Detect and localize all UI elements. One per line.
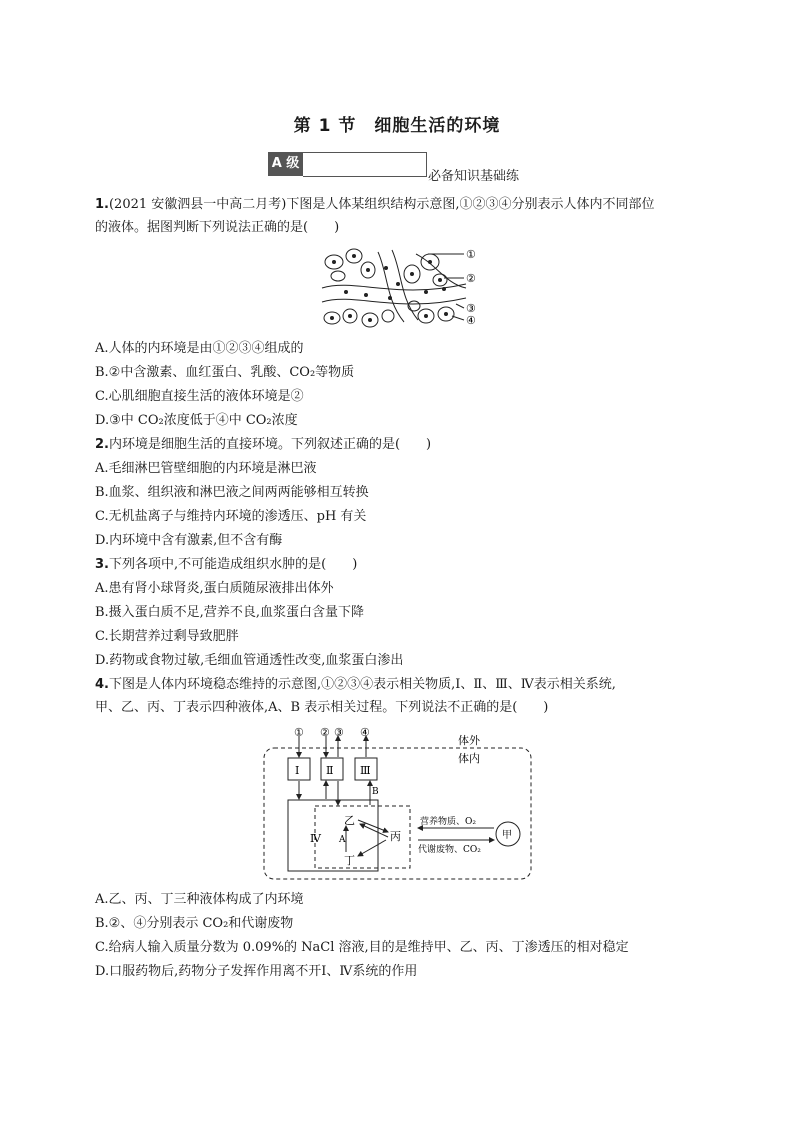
q4-input-3: ③ — [334, 726, 344, 739]
q4-input-1: ① — [294, 726, 304, 739]
q1-tissue-figure — [316, 244, 486, 330]
q2-number: 2. — [95, 437, 109, 452]
q3-option-a: A.患有肾小球肾炎,蛋白质随尿液排出体外 — [95, 581, 334, 596]
q4-option-a: A.乙、丙、丁三种液体构成了内环境 — [95, 892, 304, 907]
q1-label-2: ② — [466, 272, 476, 285]
q4-input-4: ④ — [360, 726, 370, 739]
q3-number: 3. — [95, 557, 109, 572]
q4-process-a: A — [339, 835, 346, 845]
q4-system-2: Ⅱ — [326, 764, 334, 777]
q4-fluid-bing: 丙 — [390, 830, 401, 843]
q3-option-c: C.长期营养过剩导致肥胖 — [95, 629, 239, 644]
q4-homeostasis-diagram — [260, 724, 535, 884]
q4-arrow-bottom-label: 代谢废物、CO₂ — [418, 845, 481, 855]
q2-option-c: C.无机盐离子与维持内环境的渗透压、pH 有关 — [95, 509, 367, 524]
level-badge: A 级 — [268, 152, 303, 176]
q1-option-a: A.人体的内环境是由①②③④组成的 — [95, 341, 304, 356]
q4-fluid-yi: 乙 — [344, 814, 355, 827]
q2-stem: 2.内环境是细胞生活的直接环境。下列叙述正确的是( ) — [95, 437, 432, 452]
q4-fluid-ding: 丁 — [344, 854, 355, 867]
q4-system-1: Ⅰ — [295, 764, 300, 777]
q4-inside-label: 体内 — [458, 752, 480, 765]
q3-option-d: D.药物或食物过敏,毛细血管通透性改变,血浆蛋白渗出 — [95, 653, 404, 668]
q1-option-b: B.②中含激素、血红蛋白、乳酸、CO₂等物质 — [95, 365, 355, 380]
q2-option-b: B.血浆、组织液和淋巴液之间两两能够相互转换 — [95, 485, 369, 500]
q4-system-3: Ⅲ — [360, 764, 371, 777]
q4-option-c: C.给病人输入质量分数为 0.09%的 NaCl 溶液,目的是维持甲、乙、丙、丁渗透压的相对稳定 — [95, 940, 629, 955]
q2-option-a: A.毛细淋巴管壁细胞的内环境是淋巴液 — [95, 461, 317, 476]
q1-number: 1. — [95, 197, 109, 212]
q4-input-2: ② — [320, 726, 330, 739]
q1-label-4: ④ — [466, 314, 476, 327]
q3-option-b: B.摄入蛋白质不足,营养不良,血浆蛋白含量下降 — [95, 605, 364, 620]
q1-stem-line2: 的液体。据图判断下列说法正确的是( ) — [95, 220, 340, 235]
q4-option-b: B.②、④分别表示 CO₂和代谢废物 — [95, 916, 294, 931]
q4-arrow-top-label: 营养物质、O₂ — [420, 817, 476, 827]
level-box — [303, 152, 427, 177]
q4-fluid-jia: 甲 — [502, 830, 512, 841]
q4-option-d: D.口服药物后,药物分子发挥作用离不开Ⅰ、Ⅳ系统的作用 — [95, 964, 418, 979]
page-title: 第 1 节 细胞生活的环境 — [293, 116, 501, 136]
q1-option-d: D.③中 CO₂浓度低于④中 CO₂浓度 — [95, 413, 298, 428]
q4-stem-line1: 4.下图是人体内环境稳态维持的示意图,①②③④表示相关物质,Ⅰ、Ⅱ、Ⅲ、Ⅳ表示相关系统, — [95, 677, 616, 692]
q1-option-c: C.心肌细胞直接生活的液体环境是② — [95, 389, 304, 404]
q1-stem-line1: 1.(2021 安徽泗县一中高二月考)下图是人体某组织结构示意图,①②③④分别表示人体内不同部位 — [95, 197, 655, 212]
q4-outside-label: 体外 — [458, 734, 480, 747]
q4-process-b: B — [372, 787, 379, 797]
q2-option-d: D.内环境中含有激素,但不含有酶 — [95, 533, 283, 548]
q3-stem: 3.下列各项中,不可能造成组织水肿的是( ) — [95, 557, 358, 572]
q1-label-3: ③ — [466, 302, 476, 315]
q4-system-4: Ⅳ — [310, 832, 321, 845]
q1-label-1: ① — [466, 248, 476, 261]
q4-number: 4. — [95, 677, 109, 692]
q4-stem-line2: 甲、乙、丙、丁表示四种液体,A、B 表示相关过程。下列说法不正确的是( ) — [95, 700, 549, 715]
level-label: 必备知识基础练 — [428, 169, 520, 184]
